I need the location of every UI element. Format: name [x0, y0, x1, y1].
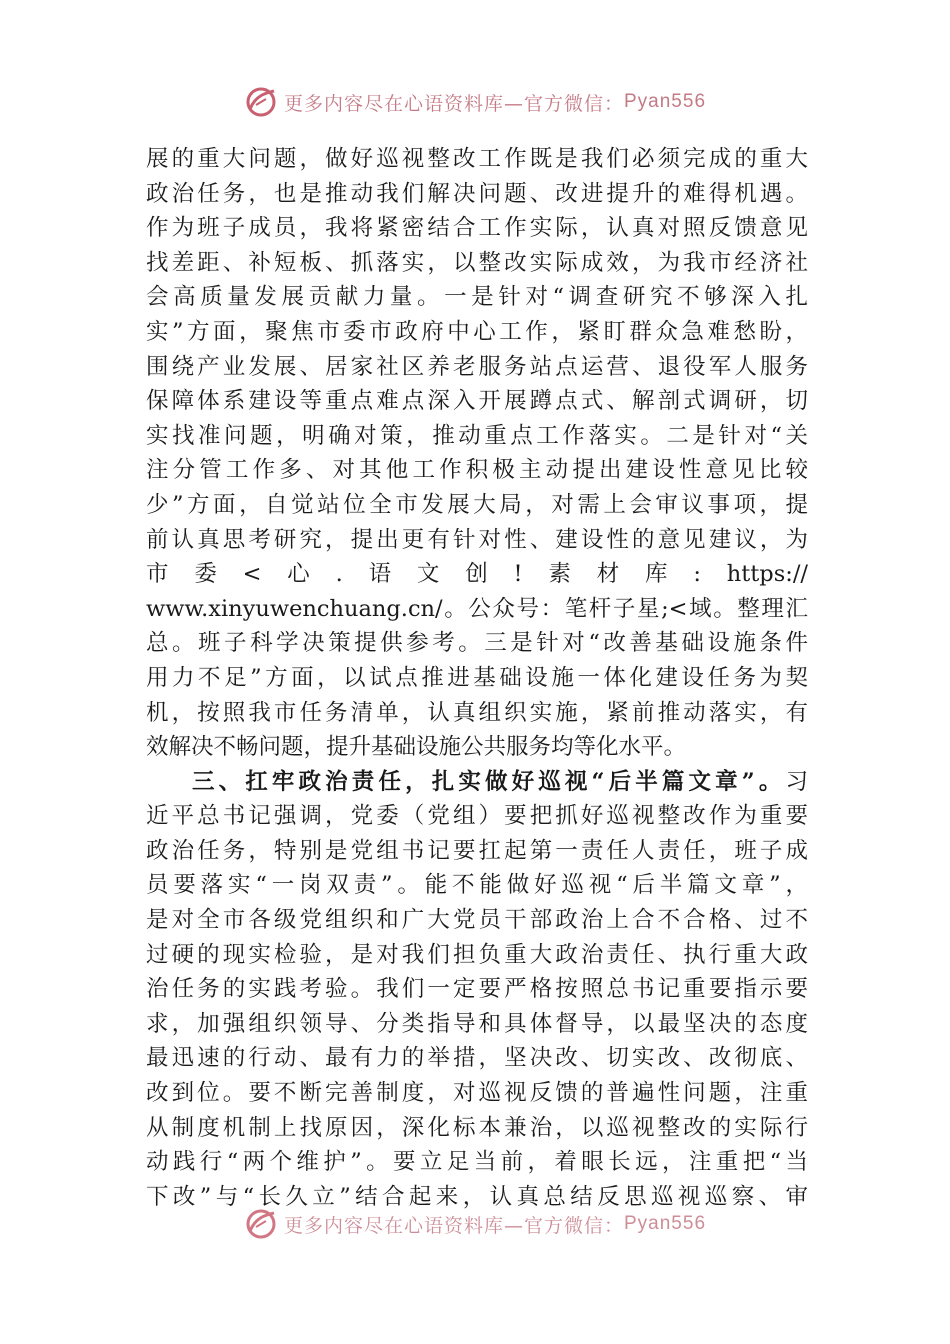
text-line: 政治任务，特别是党组书记要扛起第一责任人责任，班子成 — [146, 837, 808, 864]
text-line: 用力不足”方面，以试点推进基础设施一体化建设任务为契 — [146, 664, 808, 691]
document-body — [146, 142, 808, 1214]
section-heading-line — [146, 765, 808, 800]
text-line: 员要落实“一岗双责”。能不能做好巡视“后半篇文章”， — [146, 872, 808, 899]
watermark-text: 更多内容尽在心语资料库—官方微信： — [283, 92, 624, 115]
text-line: 前认真思考研究，提出更有针对性、建设性的意见建议，为 — [146, 526, 808, 553]
text-line: 改到位。要不断完善制度，对巡视反馈的普遍性问题，注重 — [146, 1080, 808, 1107]
text-line: 展的重大问题，做好巡视整改工作既是我们必须完成的重大 — [146, 146, 808, 172]
brand-logo-icon — [244, 1207, 278, 1241]
text-line: 实找准问题，明确对策，推动重点工作落实。二是针对“关 — [146, 422, 808, 449]
text-line: 求，加强组织领导、分类指导和具体督导，以最坚决的态度 — [146, 1010, 808, 1037]
watermark-wechat-id: Pyan556 — [624, 1213, 707, 1234]
text-line: 实”方面，聚焦市委市政府中心工作，紧盯群众急难愁盼， — [146, 318, 808, 345]
text-line: www.xinyuwenchuang.cn/。公众号：笔杆子星;<域。整理汇 — [146, 595, 808, 622]
watermark-footer — [0, 1204, 950, 1244]
section-heading-tail: 习 — [785, 768, 808, 795]
text-line: 总。班子科学决策提供参考。三是针对“改善基础设施条件 — [146, 630, 808, 657]
text-line: 围绕产业发展、居家社区养老服务站点运营、退役军人服务 — [146, 353, 808, 380]
text-line: 少”方面，自觉站位全市发展大局，对需上会审议事项，提 — [146, 491, 808, 518]
watermark-text: 更多内容尽在心语资料库—官方微信： — [283, 1214, 624, 1237]
text-line: 会高质量发展贡献力量。一是针对“调查研究不够深入扎 — [146, 284, 808, 311]
text-line-url: 市 委 < 心 . 语 文 创 ! 素 材 库 : https:// — [146, 561, 808, 588]
text-line: 政治任务，也是推动我们解决问题、改进提升的难得机遇。 — [146, 180, 808, 207]
text-line: 治任务的实践考验。我们一定要严格按照总书记重要指示要 — [146, 976, 808, 1003]
text-line: 动践行“两个维护”。要立足当前，着眼长远，注重把“当 — [146, 1149, 808, 1176]
text-line: 近平总书记强调，党委（党组）要把抓好巡视整改作为重要 — [146, 803, 808, 830]
watermark-wechat-id: Pyan556 — [624, 91, 707, 112]
text-line: 保障体系建设等重点难点深入开展蹲点式、解剖式调研，切 — [146, 388, 808, 415]
text-line: 效解决不畅问题，提升基础设施公共服务均等化水平。 — [146, 734, 687, 761]
section-heading: 三、扛牢政治责任，扎实做好巡视“后半篇文章”。 — [192, 768, 786, 795]
watermark-header — [0, 82, 950, 122]
text-line: 是对全市各级党组织和广大党员干部政治上合不合格、过不 — [146, 907, 808, 934]
text-line: 最迅速的行动、最有力的举措，坚决改、切实改、改彻底、 — [146, 1045, 808, 1072]
text-line: 机，按照我市任务清单，认真组织实施，紧前推动落实，有 — [146, 699, 808, 726]
text-line: 从制度机制上找原因，深化标本兼治，以巡视整改的实际行 — [146, 1114, 808, 1141]
text-line: 注分管工作多、对其他工作积极主动提出建设性意见比较 — [146, 457, 808, 484]
text-line: 过硬的现实检验，是对我们担负重大政治责任、执行重大政 — [146, 941, 808, 968]
text-line: 下改”与“长久立”结合起来，认真总结反思巡视巡察、审 — [146, 1183, 808, 1210]
text-line: 作为班子成员，我将紧密结合工作实际，认真对照反馈意见 — [146, 215, 808, 242]
brand-logo-icon — [244, 85, 278, 119]
text-line: 找差距、补短板、抓落实，以整改实际成效，为我市经济社 — [146, 249, 808, 276]
